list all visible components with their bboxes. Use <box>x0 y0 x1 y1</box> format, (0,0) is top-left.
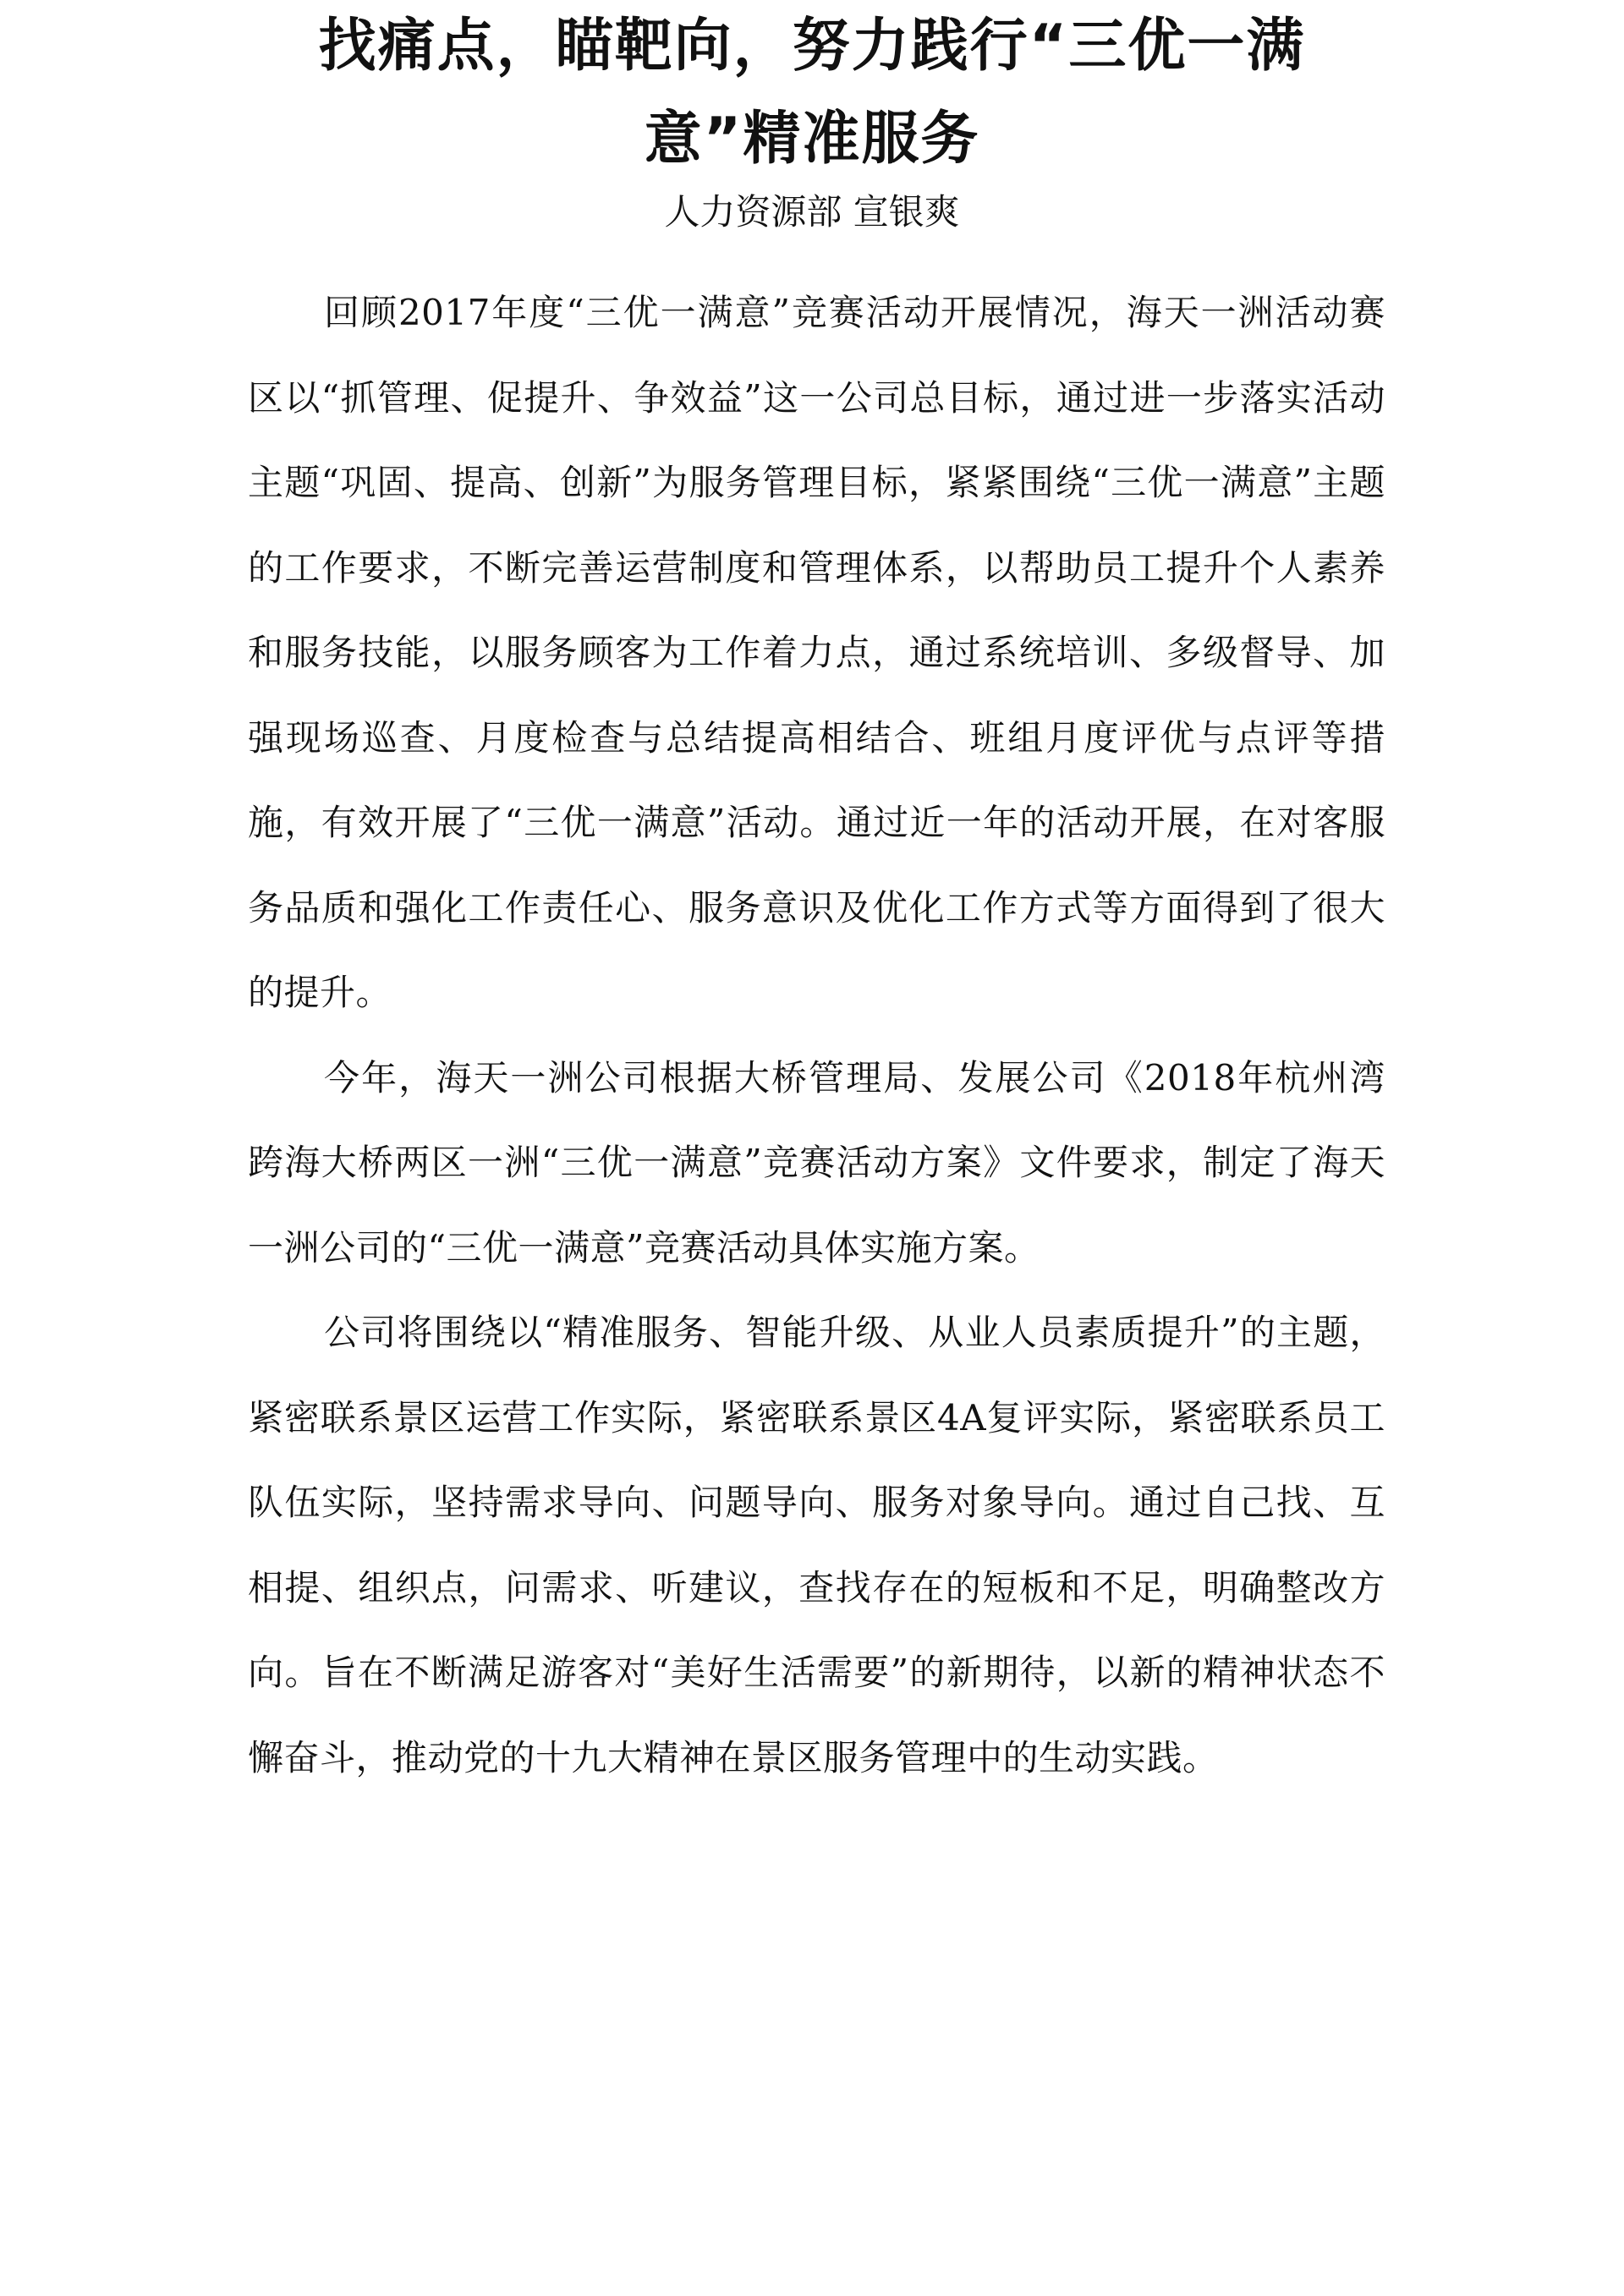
document-title <box>245 0 1379 186</box>
title-line-2: 意”精准服务 <box>644 106 980 173</box>
paragraph-1: 回顾2017年度“三优一满意”竞赛活动开展情况，海天一洲活动赛区以“抓管理、促提升、争效益”这一公司总目标，通过进一步落实活动主题“巩固、提高、创新”为服务管理目标，紧紧围绕“三优一满意”主题的工作要求，不断完善运营制度和管理体系，以帮助员工提升个人素养和服务技能，以服务顾客为工作着力点，通过系统培训、多级督导、加强现场巡查、月度检查与总结提高相结合、班组月度评优与点评等措施，有效开展了“三优一满意”活动。通过近一年的活动开展，在对客服务品质和强化工作责任心、服务意识及优化工作方式等方面得到了很大的提升。 <box>248 292 1385 1013</box>
document-body <box>248 271 1385 1800</box>
paragraph-3: 公司将围绕以“精准服务、智能升级、从业人员素质提升”的主题，紧密联系景区运营工作实际，紧密联系景区4A复评实际，紧密联系员工队伍实际，坚持需求导向、问题导向、服务对象导向。通过自己找、互相提、组织点，问需求、听建议，查找存在的短板和不足，明确整改方向。旨在不断满足游客对“美好生活需要”的新期待，以新的精神状态不懈奋斗，推动党的十九大精神在景区服务管理中的生动实践。 <box>248 1312 1385 1778</box>
paragraph-2: 今年，海天一洲公司根据大桥管理局、发展公司《2018年杭州湾跨海大桥两区一洲“三优一满意”竞赛活动方案》文件要求，制定了海天一洲公司的“三优一满意”竞赛活动具体实施方案。 <box>248 1056 1385 1269</box>
title-line-1: 找痛点，瞄靶向，努力践行“三优一满 <box>318 13 1306 79</box>
author-byline: 人力资源部 宣银爽 <box>664 191 960 233</box>
